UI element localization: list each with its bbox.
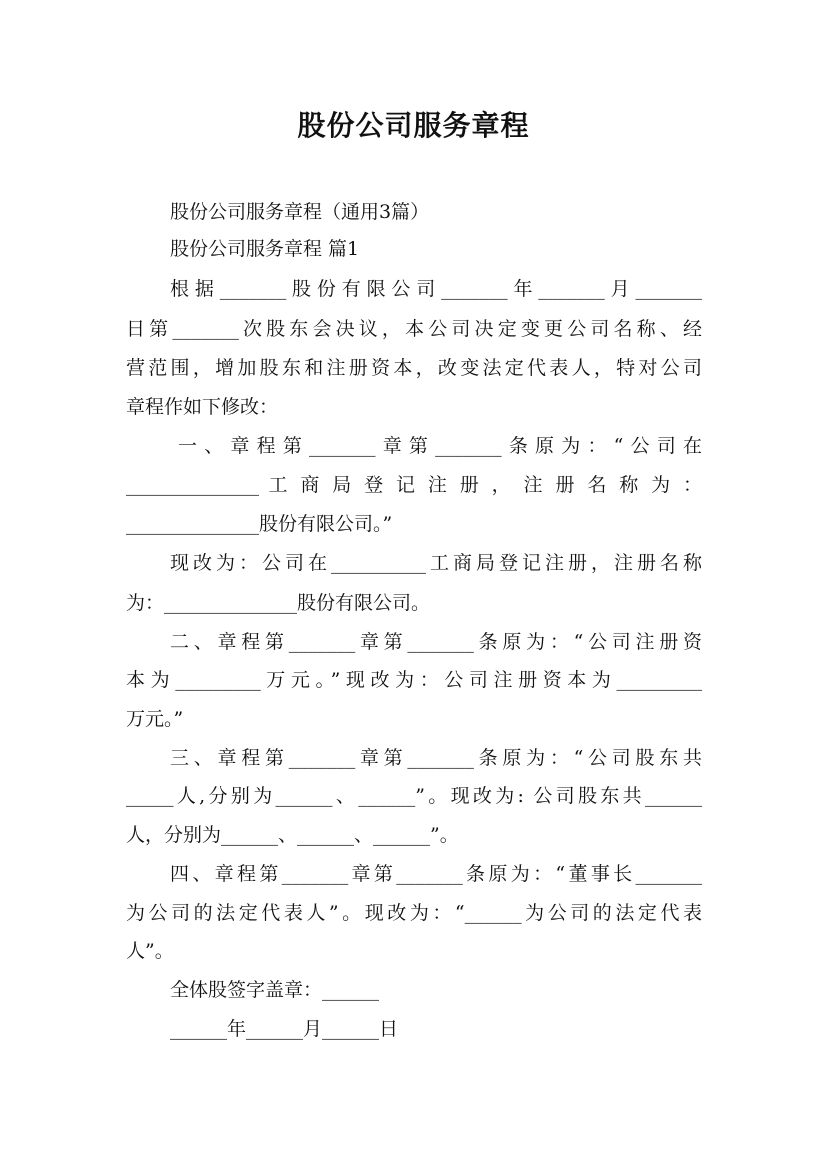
clause-line: _____人,分别为______、______”。现改为: 公司股东共______	[126, 785, 702, 807]
document-title: 股份公司服务章程	[297, 109, 530, 142]
clause-line: ______________ 工 商 局 登 记 注 册 ， 注 册 名 称 为 ：	[126, 474, 702, 496]
clause-line: 万元。”	[126, 708, 184, 730]
clause-line: 二、章程第_______章第_______条原为：“公司注册资	[170, 631, 702, 653]
date-line: ______年______月______日	[170, 1018, 399, 1040]
clause-line: ______________股份有限公司。”	[126, 513, 393, 535]
clause-line: 人”。	[126, 940, 174, 962]
clause-line: 一、章程第_______章第_______条原为：“公司在	[178, 435, 702, 457]
document-subtitle: 股份公司服务章程（通用3篇）	[170, 201, 430, 223]
part-heading: 股份公司服务章程 篇1	[170, 238, 360, 260]
clause-line: 三、章程第_______章第_______条原为：“公司股东共	[170, 747, 702, 769]
signature-line: 全体股签字盖章：______	[170, 979, 380, 1001]
clause-line: 人，分别为______、______、______”。	[126, 824, 459, 846]
clause-line: 本为_________万元。”现改为：公司注册资本为_________	[126, 669, 702, 691]
clause-line: 四、章程第_______章第_______条原为：“董事长_______	[170, 863, 702, 885]
paragraph-line: 营范围，增加股东和注册资本，改变法定代表人，特对公司	[126, 357, 702, 379]
paragraph-line: 根据_______股份有限公司_______年_______月_______	[170, 278, 702, 300]
clause-line: 为公司的法定代表人”。现改为：“______为公司的法定代表	[126, 902, 702, 924]
paragraph-line: 章程作如下修改：	[126, 396, 279, 418]
clause-line: 为：______________股份有限公司。	[126, 592, 431, 614]
paragraph-line: 日第_______次股东会决议，本公司决定变更公司名称、经	[126, 318, 702, 340]
clause-line: 现改为：公司在__________工商局登记注册，注册名称	[170, 552, 702, 574]
